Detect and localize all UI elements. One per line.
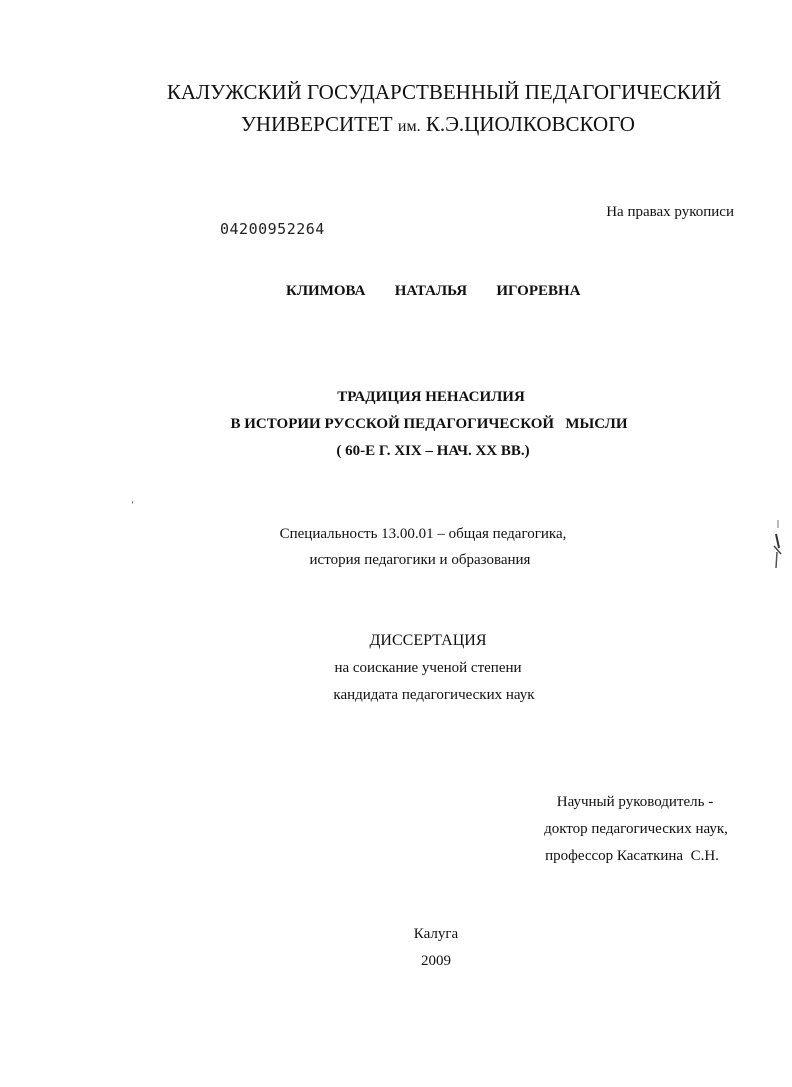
title-line-1: ТРАДИЦИЯ НЕНАСИЛИЯ [337,389,525,405]
university-name-line-2 [42,108,792,143]
university-line-2-main: УНИВЕРСИТЕТ [241,112,398,136]
scan-speck-mark: ʻ [131,500,135,511]
place-year: 2009 [421,953,451,969]
library-serial-number: 04200952264 [220,220,325,238]
title-line-3: ( 60-Е Г. XIX – НАЧ. XX ВВ.) [336,443,530,459]
place-city: Калуга [413,926,459,942]
dissertation-degree-line-2: кандидата педагогических наук [333,687,535,703]
university-line-2-end: К.Э.ЦИОЛКОВСКОГО [420,112,635,136]
dissertation-degree-line-1: на соискание ученой степени [334,660,522,676]
university-line-2-abbrev: им. [397,118,421,135]
supervisor-degree: доктор педагогических наук, [544,821,728,837]
university-name-line-1 [48,76,792,109]
supervisor-name: профессор Касаткина С.Н. [545,848,719,864]
specialty-line-2: история педагогики и образования [309,552,531,568]
university-line-1-text: КАЛУЖСКИЙ ГОСУДАРСТВЕННЫЙ ПЕДАГОГИЧЕСКИЙ [166,80,722,104]
dissertation-heading: ДИССЕРТАЦИЯ [369,632,487,649]
author-name: КЛИМОВА НАТАЛЬЯ ИГОРЕВНА [286,283,581,299]
title-line-2: В ИСТОРИИ РУССКОЙ ПЕДАГОГИЧЕСКОЙ МЫСЛИ [230,416,628,432]
rights-note: На правах рукописи [606,204,734,220]
specialty-line-1: Специальность 13.00.01 – общая педагогика, [279,526,567,542]
supervisor-role: Научный руководитель - [556,794,714,810]
